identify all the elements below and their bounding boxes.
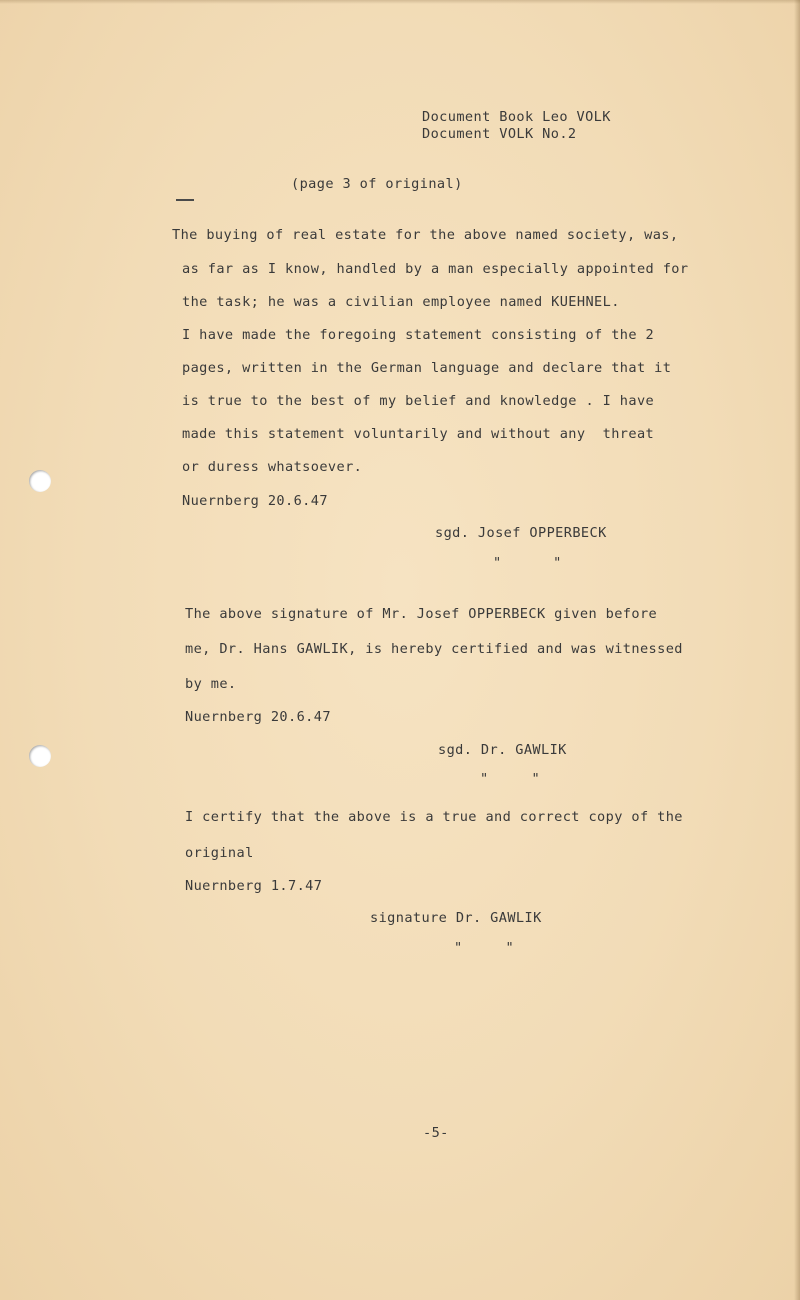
- ditto-marks-2: " ": [480, 771, 541, 787]
- dash-mark: [176, 199, 194, 201]
- certification-line-3: by me.: [185, 676, 237, 692]
- statement-line-1: The buying of real estate for the above named society, was,: [172, 227, 679, 243]
- copy-certification-line-1: I certify that the above is a true and correct copy of the: [185, 809, 683, 825]
- certification-signature: sgd. Dr. GAWLIK: [438, 742, 567, 758]
- statement-line-3: the task; he was a civilian employee named KUEHNEL.: [182, 294, 620, 310]
- punch-hole-upper: [29, 470, 51, 492]
- page-right-edge: [794, 0, 800, 1300]
- certification-place-date: Nuernberg 20.6.47: [185, 709, 331, 725]
- statement-line-6: is true to the best of my belief and knowledge . I have: [182, 393, 655, 409]
- statement-line-7: made this statement voluntarily and without any threat: [182, 426, 655, 442]
- statement-line-5: pages, written in the German language and declare that it: [182, 360, 672, 376]
- statement-place-date: Nuernberg 20.6.47: [182, 493, 328, 509]
- statement-line-8: or duress whatsoever.: [182, 459, 363, 475]
- statement-line-2: as far as I know, handled by a man especially appointed for: [182, 261, 689, 277]
- copy-signature: signature Dr. GAWLIK: [370, 910, 542, 926]
- page-number: -5-: [423, 1125, 449, 1141]
- ditto-marks-3: " ": [454, 940, 515, 956]
- document-number-line: Document VOLK No.2: [422, 126, 577, 142]
- statement-line-4: I have made the foregoing statement consisting of the 2: [182, 327, 655, 343]
- punch-hole-lower: [29, 745, 51, 767]
- copy-place-date: Nuernberg 1.7.47: [185, 878, 323, 894]
- copy-certification-line-2: original: [185, 845, 254, 861]
- statement-signature: sgd. Josef OPPERBECK: [435, 525, 607, 541]
- document-book-line: Document Book Leo VOLK: [422, 109, 611, 125]
- certification-line-1: The above signature of Mr. Josef OPPERBECK given before: [185, 606, 658, 622]
- page-reference: (page 3 of original): [291, 176, 463, 192]
- certification-line-2: me, Dr. Hans GAWLIK, is hereby certified and was witnessed: [185, 641, 683, 657]
- ditto-marks-1: " ": [493, 555, 562, 571]
- page-top-edge: [0, 0, 800, 4]
